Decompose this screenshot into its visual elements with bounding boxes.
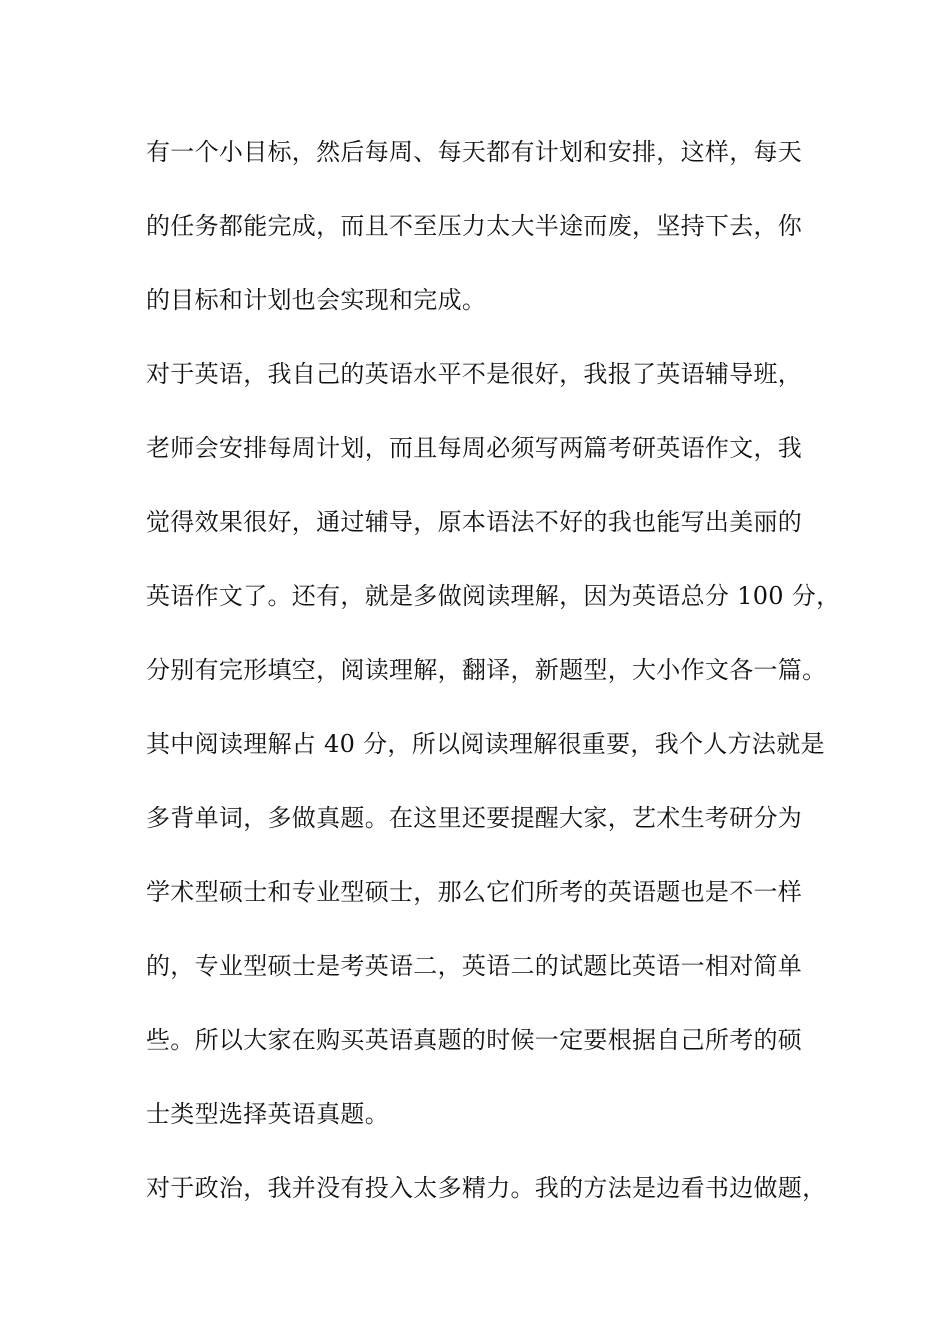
text-line: 多背单词，多做真题。在这里还要提醒大家，艺术生考研分为 [146, 804, 803, 832]
text-line: 对于英语，我自己的英语水平不是很好，我报了英语辅导班， [146, 360, 803, 388]
text-line: 学术型硕士和专业型硕士，那么它们所考的英语题也是不一样 [146, 878, 803, 906]
text-line: 老师会安排每周计划，而且每周必须写两篇考研英语作文，我 [146, 434, 803, 462]
text-line: 觉得效果很好，通过辅导，原本语法不好的我也能写出美丽的 [146, 508, 803, 536]
text-line: 士类型选择英语真题。 [146, 1100, 389, 1128]
text-line: 对于政治，我并没有投入太多精力。我的方法是边看书边做题， [146, 1174, 827, 1202]
text-line: 分别有完形填空，阅读理解，翻译，新题型，大小作文各一篇。 [146, 656, 827, 684]
text-line: 的任务都能完成，而且不至压力太大半途而废，坚持下去，你 [146, 212, 803, 240]
body-text [146, 130, 841, 1240]
text-line: 有一个小目标，然后每周、每天都有计划和安排，这样，每天 [146, 138, 803, 166]
text-line: 英语作文了。还有，就是多做阅读理解，因为英语总分 100 分， [146, 582, 841, 610]
text-line: 的目标和计划也会实现和完成。 [146, 286, 487, 314]
text-line: 的，专业型硕士是考英语二，英语二的试题比英语一相对简单 [146, 952, 803, 980]
text-line: 些。所以大家在购买英语真题的时候一定要根据自己所考的硕 [146, 1026, 803, 1054]
text-line: 其中阅读理解占 40 分，所以阅读理解很重要，我个人方法就是 [146, 730, 825, 758]
